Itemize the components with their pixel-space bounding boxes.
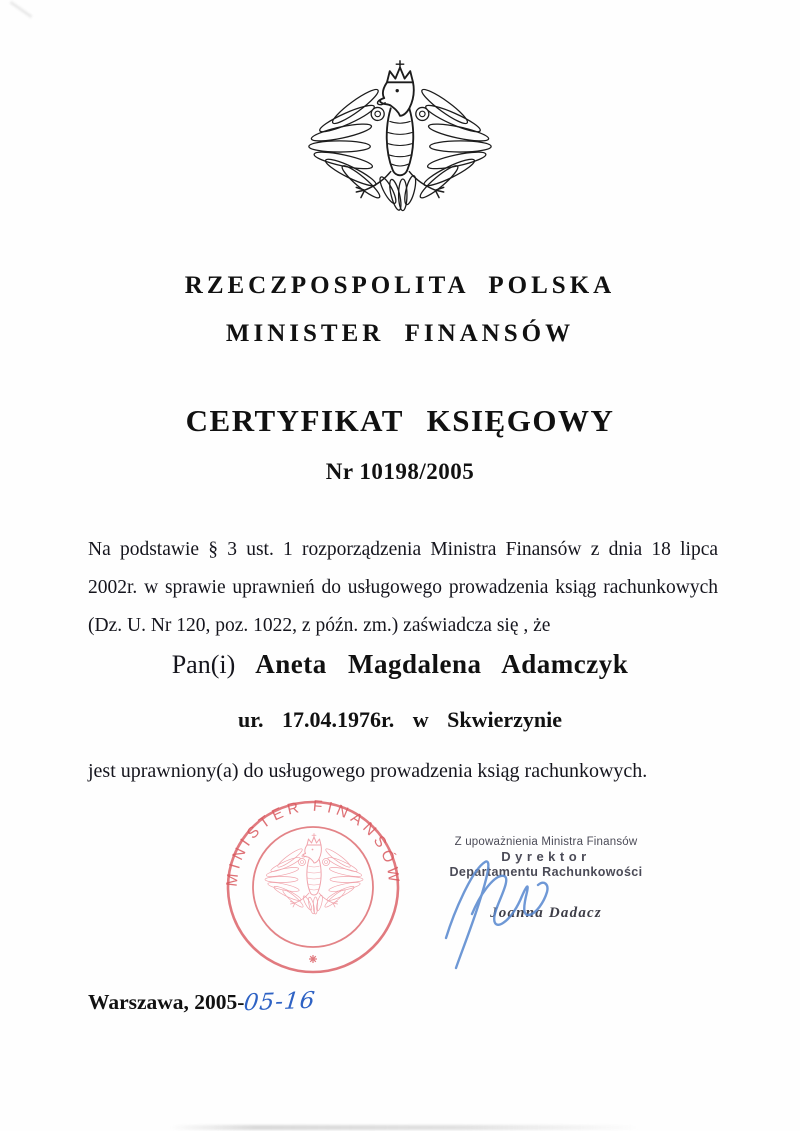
issue-date-handwritten: 05-16 [242,987,318,1017]
signature-authorization: Z upoważnienia Ministra Finansów [454,836,638,848]
holder-line [0,649,800,680]
signature-department: Departamentu Rachunkowości [449,865,643,879]
holder-name: Aneta Magdalena Adamczyk [255,649,629,679]
polish-eagle-emblem [307,60,493,237]
issue-place-printed: Warszawa, 2005- [88,990,245,1014]
signature-role: Dyrektor [501,849,591,864]
certificate-number: Nr 10198/2005 [325,459,475,484]
salutation: Pan(i) [171,650,236,679]
legal-basis-paragraph: Na podstawie § 3 ust. 1 rozporządzenia Ministra Finansów z dnia 18 lipca 2002r. w sprawie uprawnień do usługowego prowadzenia ksiąg rachunkowych (Dz. U. Nr 120, poz. 1022, z późn. zm.) zaświadcza się , że [88,539,718,636]
scan-artifact-bottom [170,1125,640,1130]
stamp-ring-text: MINISTER FINANSÓW [223,797,403,888]
issue-date-line [88,989,316,1015]
country-name: RZECZPOSPOLITA POLSKA [184,272,616,299]
signatory-name: Joanna Dadacz [490,905,602,921]
scan-artifact-top [9,1,32,18]
polish-eagle-stamp-emblem [265,834,363,915]
minister-finansow-stamp [223,797,403,982]
stamp-icon [223,797,403,977]
handwritten-signature [432,840,612,970]
ministry-name: MINISTER FINANSÓW [225,320,575,347]
certificate-title: CERTYFIKAT KSIĘGOWY [185,403,615,438]
birth-info: ur. 17.04.1976r. w Skwierzynie [238,707,562,732]
polish-eagle-icon [307,60,493,232]
stamp-ornament-icon [309,955,317,963]
entitlement-text: jest uprawniony(a) do usługowego prowadzenia ksiąg rachunkowych. [88,760,648,782]
